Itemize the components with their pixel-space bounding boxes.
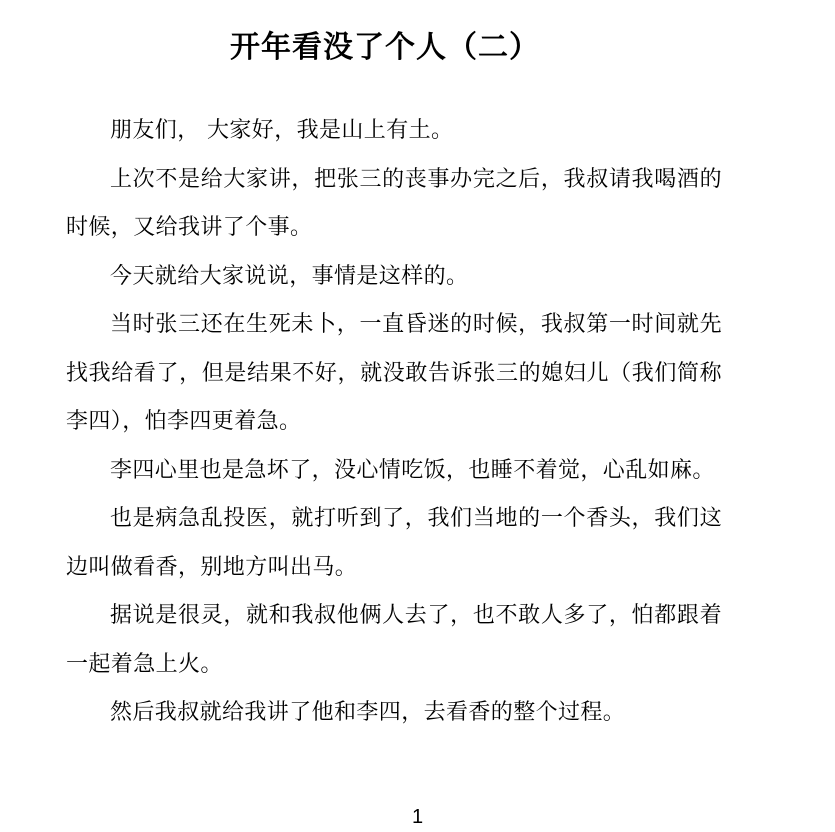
- paragraph-7: 据说是很灵，就和我叔他俩人去了，也不敢人多了，怕都跟着一起着急上火。: [66, 603, 722, 677]
- page-title: 开年看没了个人（二）: [230, 30, 540, 65]
- paragraph-8: 然后我叔就给我讲了他和李四，去看香的整个过程。: [110, 700, 626, 725]
- paragraph-6: 也是病急乱投医，就打听到了，我们当地的一个香头，我们这边叫做看香，别地方叫出马。: [66, 506, 722, 580]
- paragraph-1: 朋友们， 大家好，我是山上有土。: [110, 118, 454, 143]
- paragraph-5: 李四心里也是急坏了，没心情吃饭，也睡不着觉，心乱如麻。: [110, 457, 715, 483]
- paragraph-2: 上次不是给大家讲，把张三的丧事办完之后，我叔请我喝酒的时候，又给我讲了个事。: [66, 166, 722, 240]
- document-body: [66, 107, 722, 738]
- paragraph-3: 今天就给大家说说，事情是这样的。: [110, 263, 469, 289]
- page-number: [0, 804, 835, 830]
- paragraph-4: 当时张三还在生死未卜，一直昏迷的时候，我叔第一时间就先找我给看了，但是结果不好，就没敢告诉张三的媳妇儿（我们简称李四），怕李四更着急。: [66, 312, 722, 434]
- page-number-label: 1: [411, 806, 424, 828]
